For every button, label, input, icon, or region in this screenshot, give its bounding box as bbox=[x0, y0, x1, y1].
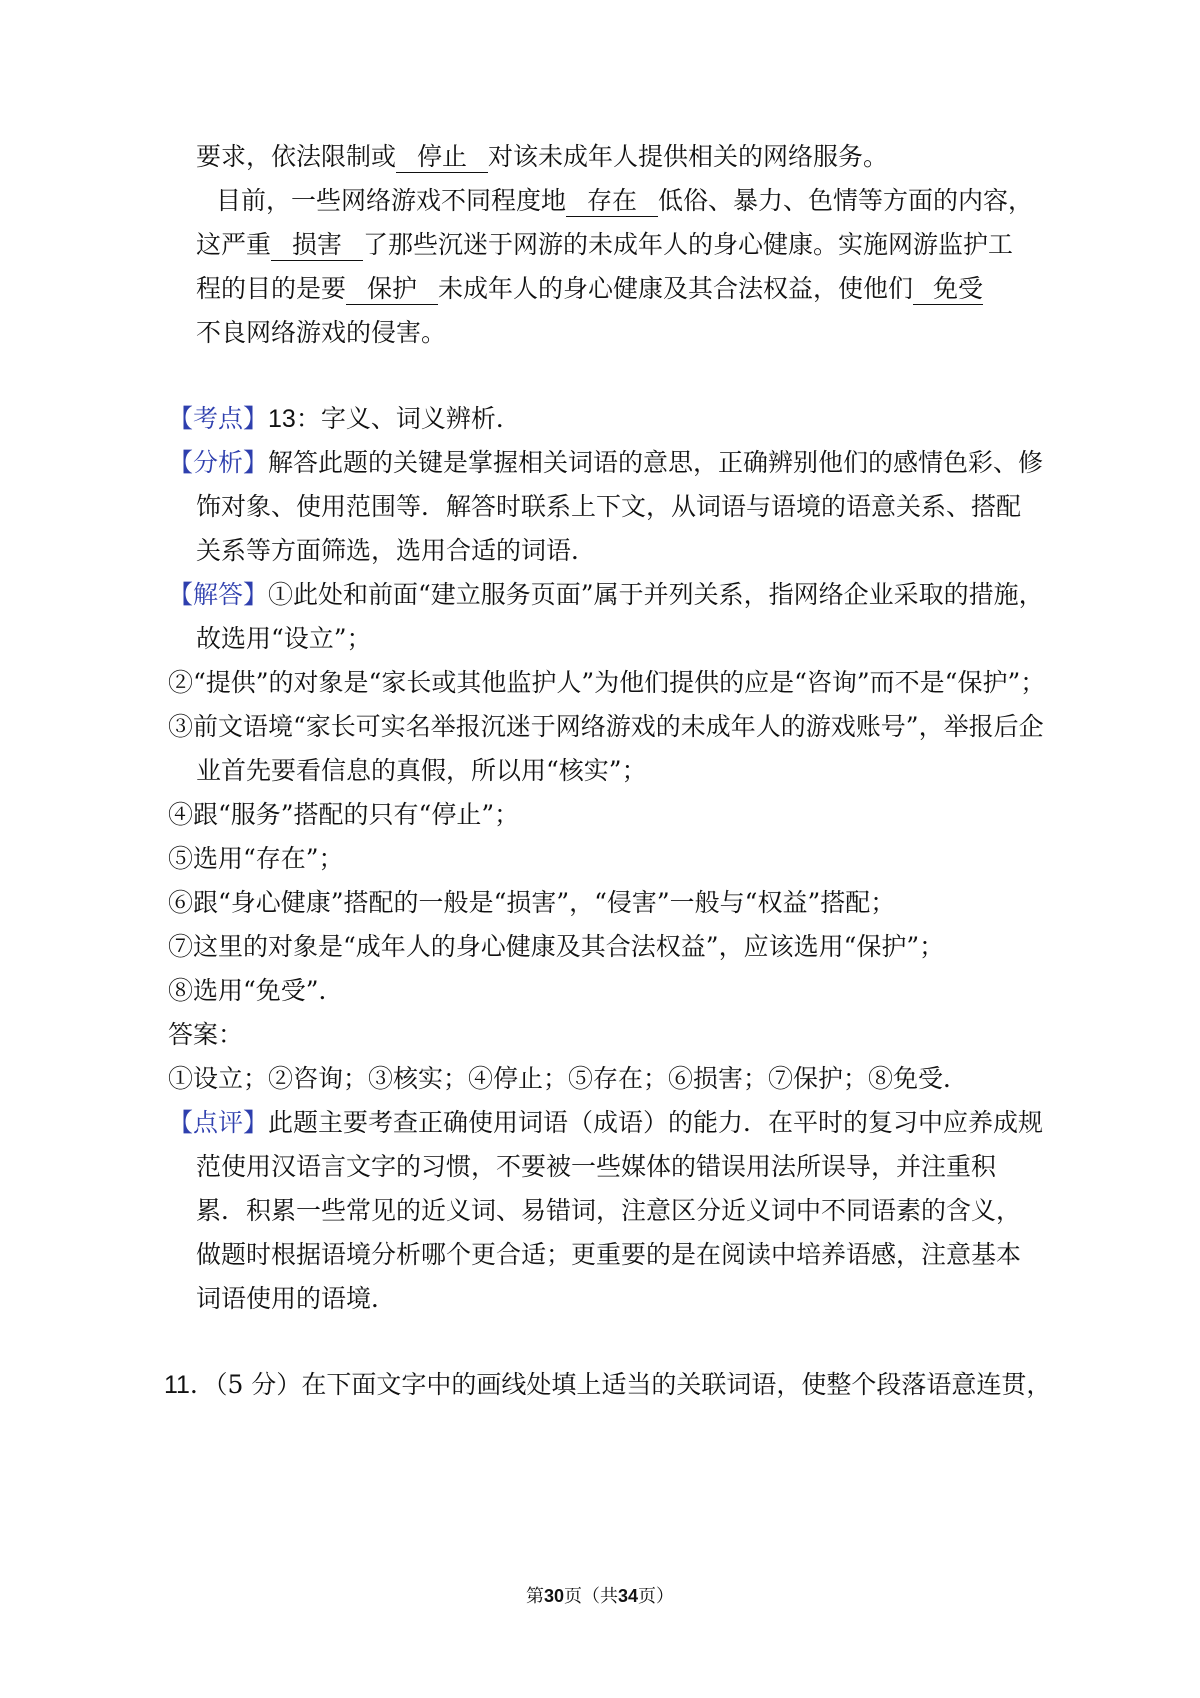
jieda-tag: 【解答】 bbox=[168, 580, 269, 609]
jieda-line-4: ③前文语境“家长可实名举报沉迷于网络游戏的未成年人的游戏账号”，举报后企 bbox=[168, 712, 1044, 741]
answer-blank-7: 保护 bbox=[346, 274, 438, 305]
passage-line-1: 要求，依法限制或 停止 对该未成年人提供相关的网络服务。 bbox=[196, 142, 889, 171]
dianping-tag: 【点评】 bbox=[168, 1108, 269, 1137]
jieda-line-7: ⑤选用“存在”； bbox=[168, 844, 344, 873]
fenxi-tag: 【分析】 bbox=[168, 448, 269, 477]
jieda-line-8: ⑥跟“身心健康”搭配的一般是“损害”，“侵害”一般与“权益”搭配； bbox=[168, 888, 896, 917]
dianping-line-2: 范使用汉语言文字的习惯，不要被一些媒体的错误用法所误导，并注重积 bbox=[196, 1152, 997, 1181]
question-number: 11． bbox=[164, 1371, 215, 1399]
answer-label: 答案： bbox=[168, 1020, 244, 1049]
passage-line-2: 目前，一些网络游戏不同程度地 存在 低俗、暴力、色情等方面的内容， bbox=[216, 186, 1034, 215]
jieda-line-2: 故选用“设立”； bbox=[196, 624, 372, 653]
jieda-line-10: ⑧选用“免受”． bbox=[168, 976, 344, 1005]
dianping-line-5: 词语使用的语境． bbox=[196, 1284, 397, 1313]
kaodian-line: 【考点】13：字义、词义辨析． bbox=[168, 404, 521, 433]
answer-blank-5: 存在 bbox=[566, 186, 658, 217]
jieda-line-5: 业首先要看信息的真假，所以用“核实”； bbox=[196, 756, 647, 785]
page-number: 30 bbox=[543, 1586, 564, 1606]
question-11: 11．（5 分）在下面文字中的画线处填上适当的关联词语，使整个段落语意连贯， bbox=[164, 1370, 1052, 1399]
answer-blank-8: 免受 bbox=[913, 274, 983, 305]
fenxi-line-2: 饰对象、使用范围等．解答时联系上下文，从词语与语境的语意关系、搭配 bbox=[196, 492, 1022, 521]
jieda-line-6: ④跟“服务”搭配的只有“停止”； bbox=[168, 800, 520, 829]
dianping-line-4: 做题时根据语境分析哪个更合适；更重要的是在阅读中培养语感，注意基本 bbox=[196, 1240, 1022, 1269]
passage-line-4: 程的目的是要 保护 未成年人的身心健康及其合法权益，使他们 免受 bbox=[196, 274, 984, 303]
page-total: 34 bbox=[618, 1586, 639, 1606]
answer-list: ①设立；②咨询；③核实；④停止；⑤存在；⑥损害；⑦保护；⑧免受． bbox=[168, 1064, 969, 1093]
fenxi-line-1: 【分析】解答此题的关键是掌握相关词语的意思，正确辨别他们的感情色彩、修 bbox=[168, 448, 1044, 477]
page-footer: 第30页（共34页） bbox=[525, 1586, 675, 1607]
dianping-line-3: 累．积累一些常见的近义词、易错词，注意区分近义词中不同语素的含义， bbox=[196, 1196, 1022, 1225]
dianping-line-1: 【点评】此题主要考查正确使用词语（成语）的能力．在平时的复习中应养成规 bbox=[168, 1108, 1044, 1137]
fenxi-line-3: 关系等方面筛选，选用合适的词语． bbox=[196, 536, 597, 565]
passage-line-5: 不良网络游戏的侵害。 bbox=[196, 318, 447, 347]
kaodian-tag: 【考点】 bbox=[168, 404, 269, 433]
passage-line-3: 这严重 损害 了那些沉迷于网游的未成年人的身心健康。实施网游监护工 bbox=[196, 230, 1014, 259]
jieda-line-1: 【解答】①此处和前面“建立服务页面”属于并列关系，指网络企业采取的措施， bbox=[168, 580, 1044, 609]
jieda-line-9: ⑦这里的对象是“成年人的身心健康及其合法权益”，应该选用“保护”； bbox=[168, 932, 945, 961]
jieda-line-3: ②“提供”的对象是“家长或其他监护人”为他们提供的应是“咨询”而不是“保护”； bbox=[168, 668, 1046, 697]
answer-blank-4: 停止 bbox=[396, 142, 488, 173]
question-score: （5 分） bbox=[214, 1370, 302, 1399]
answer-blank-6: 损害 bbox=[271, 230, 363, 261]
